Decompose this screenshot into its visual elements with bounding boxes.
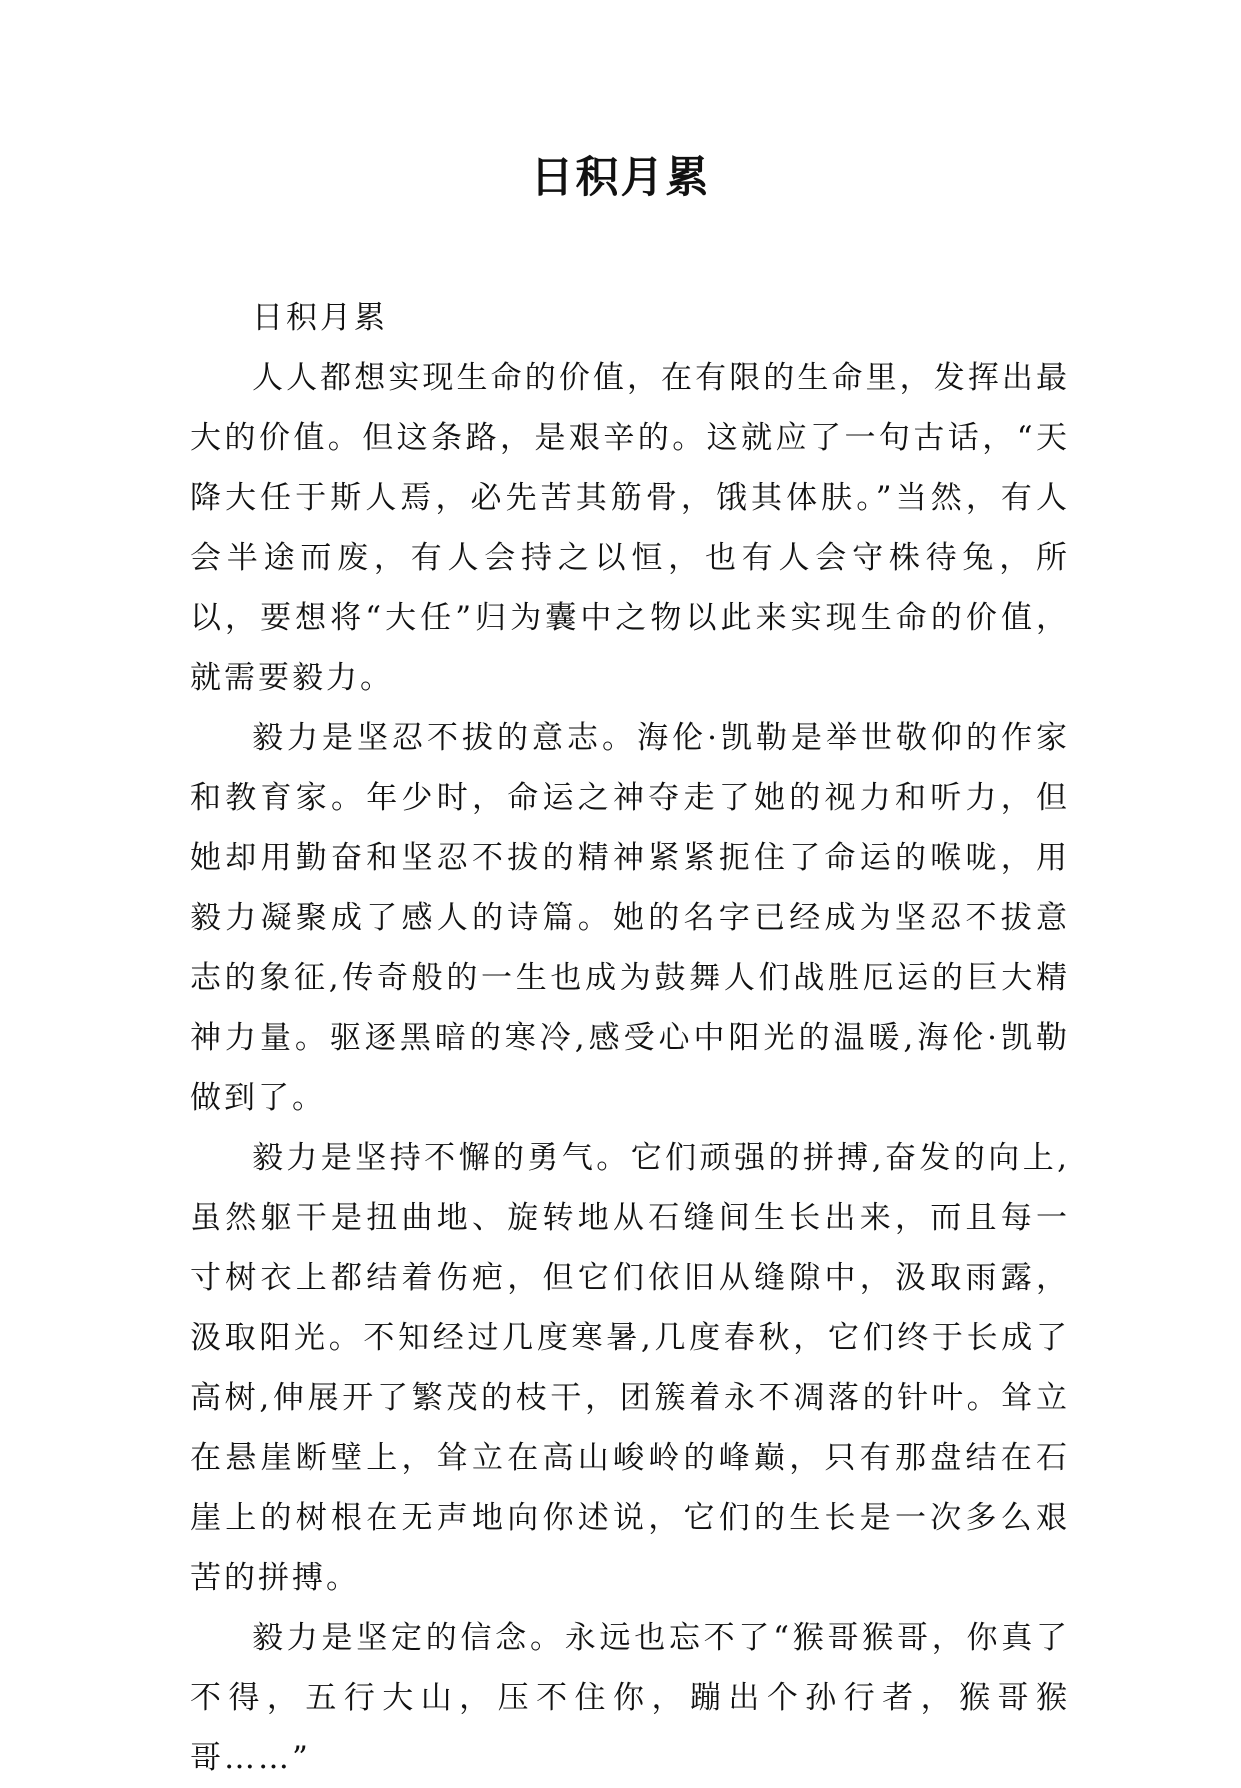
document-title: 日积月累 xyxy=(530,153,711,203)
paragraph-intro: 人人都想实现生命的价值，在有限的生命里，发挥出最大的价值。但这条路，是艰辛的。这就应了一句古话，“天降大任于斯人焉，必先苦其筋骨，饿其体肤。”当然，有人会半途而废，有人会持之以恒，也有人会守株待兔，所以，要想将“大任”归为囊中之物以此来实现生命的价值，就需要毅力。 xyxy=(190,360,1070,696)
paragraph-subtitle: 日积月累 xyxy=(252,300,388,336)
paragraph-helen-keller: 毅力是坚忍不拔的意志。海伦·凯勒是举世敬仰的作家和教育家。年少时，命运之神夺走了她的视力和听力，但她却用勤奋和坚忍不拔的精神紧紧扼住了命运的喉咙，用毅力凝聚成了感人的诗篇。她的名字已经成为坚忍不拔意志的象征,传奇般的一生也成为鼓舞人们战胜厄运的巨大精神力量。驱逐黑暗的寒冷,感受心中阳光的温暖,海伦·凯勒做到了。 xyxy=(190,720,1070,1116)
document-body xyxy=(190,288,1070,1788)
paragraph-pine-trees: 毅力是坚持不懈的勇气。它们顽强的拼搏,奋发的向上,虽然躯干是扭曲地、旋转地从石缝间生长出来，而且每一寸树衣上都结着伤疤，但它们依旧从缝隙中，汲取雨露，汲取阳光。不知经过几度寒暑,几度春秋，它们终于长成了高树,伸展开了繁茂的枝干，团簇着永不凋落的针叶。耸立在悬崖断壁上，耸立在高山峻岭的峰巅，只有那盘结在石崖上的树根在无声地向你述说，它们的生长是一次多么艰苦的拼搏。 xyxy=(190,1140,1070,1596)
paragraph-belief: 毅力是坚定的信念。永远也忘不了“猴哥猴哥，你真了不得，五行大山，压不住你，蹦出个孙行者，猴哥猴哥……” xyxy=(190,1620,1070,1776)
